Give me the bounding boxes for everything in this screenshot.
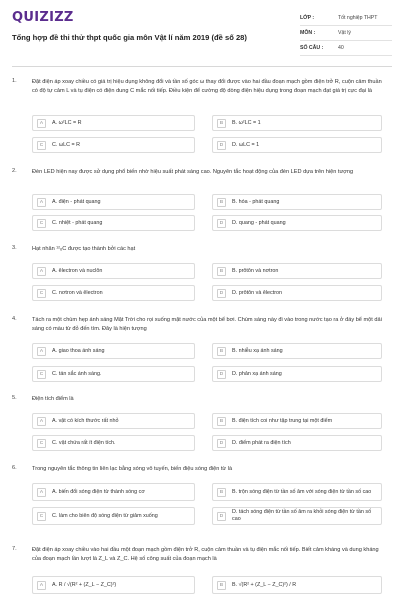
option-text: D. ωLC = 1	[232, 141, 260, 148]
question-number: 1.	[12, 78, 17, 84]
option-c[interactable]	[32, 215, 195, 231]
option-text: B. nhiễu xạ ánh sáng	[232, 347, 283, 354]
option-letter: A	[37, 417, 46, 426]
question-number: 2.	[12, 168, 17, 174]
option-text: B. ω²LC = 1	[232, 119, 261, 126]
option-letter: C	[37, 439, 46, 448]
option-letter: D	[217, 370, 226, 379]
question-number: 6.	[12, 465, 17, 471]
option-text: C. vật chứa rất ít điện tích.	[52, 439, 116, 446]
option-text: C. làm cho biên độ sóng điện từ giảm xuống	[52, 512, 158, 519]
option-letter: A	[37, 488, 46, 497]
option-c[interactable]	[32, 285, 195, 301]
option-text: C. ωLC = R	[52, 141, 81, 148]
option-letter: B	[217, 119, 226, 128]
meta-value: Vật lý	[338, 30, 351, 36]
option-letter: C	[37, 289, 46, 298]
question-text: Điện tích điểm là	[32, 396, 74, 402]
option-text: C. nhiệt - phát quang	[52, 219, 103, 226]
question-text: Đèn LED hiện nay được sử dụng phổ biến nhờ hiệu suất phát sáng cao. Nguyên tắc hoạt động của đèn LED dựa trên hiện tượng	[32, 169, 354, 175]
option-text: A. giao thoa ánh sáng	[52, 347, 105, 354]
option-b[interactable]	[212, 413, 382, 429]
option-b[interactable]	[212, 343, 382, 359]
option-text: B. trộn sóng điện từ tần số âm với sóng điện từ tần số cao	[232, 488, 372, 495]
option-d[interactable]	[212, 215, 382, 231]
option-letter: A	[37, 119, 46, 128]
option-a[interactable]	[32, 115, 195, 131]
option-letter: B	[217, 488, 226, 497]
question-text: Hạt nhân ¹²₆C được tạo thành bởi các hạt	[32, 246, 136, 252]
option-d[interactable]	[212, 435, 382, 451]
option-text: D. quang - phát quang	[232, 219, 286, 226]
document-title: Tổng hợp đề thi thử thpt quốc gia môn Vật lí năm 2019 (đề số 28)	[12, 33, 247, 42]
option-letter: A	[37, 267, 46, 276]
option-letter: D	[217, 289, 226, 298]
option-letter: B	[217, 198, 226, 207]
header-divider	[12, 66, 392, 67]
meta-row-count	[300, 41, 392, 56]
option-text: D. điểm phát ra điện tích	[232, 439, 291, 446]
meta-row-class	[300, 11, 392, 26]
option-text: B. điện tích coi như tập trung tại một điểm	[232, 417, 333, 424]
question-number: 4.	[12, 316, 17, 322]
meta-row-subject	[300, 26, 392, 41]
option-a[interactable]	[32, 413, 195, 429]
option-a[interactable]	[32, 263, 195, 279]
option-d[interactable]	[212, 285, 382, 301]
option-text: A. điện - phát quang	[52, 198, 101, 205]
option-letter: D	[217, 439, 226, 448]
option-letter: C	[37, 219, 46, 228]
option-letter: B	[217, 417, 226, 426]
option-b[interactable]	[212, 263, 382, 279]
question-text: Đặt điện áp xoay chiều có giá trị hiệu dụng không đổi và tần số góc ω thay đổi được vào hai đầu đoạn mạch gồm điện trở R, cuộn cảm thuần có độ tự cảm L và tụ điện có điện dung C mắc nối tiếp. Điều kiện để cường độ dòng điện hiệu dụng trong đoạn mạch đạt giá trị cực đại là	[32, 79, 382, 94]
meta-value: 40	[338, 45, 344, 51]
document-header	[0, 0, 400, 62]
option-b[interactable]	[212, 115, 382, 131]
meta-label: SỐ CÂU :	[300, 45, 324, 51]
option-text: B. prôtôn và nơtron	[232, 267, 279, 274]
option-letter: B	[217, 347, 226, 356]
option-d[interactable]	[212, 137, 382, 153]
option-letter: A	[37, 198, 46, 207]
option-text: C. nơtron và êlectron	[52, 289, 103, 296]
option-letter: C	[37, 512, 46, 521]
option-text: B. √(R² + (Z_L − Z_C)²) / R	[232, 581, 297, 588]
option-letter: C	[37, 370, 46, 379]
option-a[interactable]	[32, 483, 195, 501]
option-text: A. vật có kích thước rất nhỏ	[52, 417, 119, 424]
option-letter: B	[217, 267, 226, 276]
option-text: B. hóa - phát quang	[232, 198, 280, 205]
option-text: A. êlectron và nuclôn	[52, 267, 103, 274]
option-text: A. R / √(R² + (Z_L − Z_C)²)	[52, 581, 117, 588]
meta-value: Tốt nghiệp THPT	[338, 15, 378, 21]
option-a[interactable]	[32, 194, 195, 210]
option-text: D. prôtôn và êlectron	[232, 289, 283, 296]
option-letter: C	[37, 141, 46, 150]
question-number: 3.	[12, 245, 17, 251]
option-b[interactable]	[212, 194, 382, 210]
option-a[interactable]	[32, 576, 195, 594]
option-text: D. phản xạ ánh sáng	[232, 370, 282, 377]
meta-table	[300, 11, 392, 56]
meta-label: LỚP :	[300, 15, 315, 21]
option-letter: A	[37, 581, 46, 590]
option-letter: D	[217, 141, 226, 150]
question-text: Tách ra một chùm hẹp ánh sáng Mặt Trời cho rọi xuống mặt nước của một bể bơi. Chùm sáng này đi vào trong nước tạo ra ở đáy bể một dải sáng có màu từ đỏ đến tím. Đây là hiện tượng	[32, 317, 382, 332]
option-b[interactable]	[212, 576, 382, 594]
option-d[interactable]	[212, 366, 382, 382]
option-letter: D	[217, 219, 226, 228]
option-c[interactable]	[32, 507, 195, 525]
quizizz-logo: QUIZIZZ	[12, 10, 74, 25]
option-letter: B	[217, 581, 226, 590]
meta-label: MÔN :	[300, 30, 316, 36]
option-letter: A	[37, 347, 46, 356]
option-b[interactable]	[212, 483, 382, 501]
option-c[interactable]	[32, 137, 195, 153]
option-c[interactable]	[32, 366, 195, 382]
option-text: A. biến đổi sóng điện từ thành sóng cơ	[52, 488, 145, 495]
question-number: 5.	[12, 395, 17, 401]
option-letter: D	[217, 512, 226, 521]
question-text: Đặt điện áp xoay chiều vào hai đầu một đoạn mạch gồm điện trở R, cuộn cảm thuần và tụ điện mắc nối tiếp. Biết cảm kháng và dung kháng của đoạn mạch lần lượt là Z_L và Z_C. Hệ số công suất của đoạn mạch là	[32, 547, 379, 562]
option-text: A. ω²LC = R	[52, 119, 82, 126]
option-text: D. tách sóng điện từ tần số âm ra khỏi sóng điện từ tần số cao	[232, 509, 372, 522]
question-number: 7.	[12, 546, 17, 552]
option-d[interactable]	[212, 507, 382, 525]
question-text: Trong nguyên tắc thông tin liên lạc bằng sóng vô tuyến, biến điệu sóng điện từ là	[32, 466, 233, 472]
option-text: C. tán sắc ánh sáng.	[52, 370, 102, 377]
option-a[interactable]	[32, 343, 195, 359]
option-c[interactable]	[32, 435, 195, 451]
